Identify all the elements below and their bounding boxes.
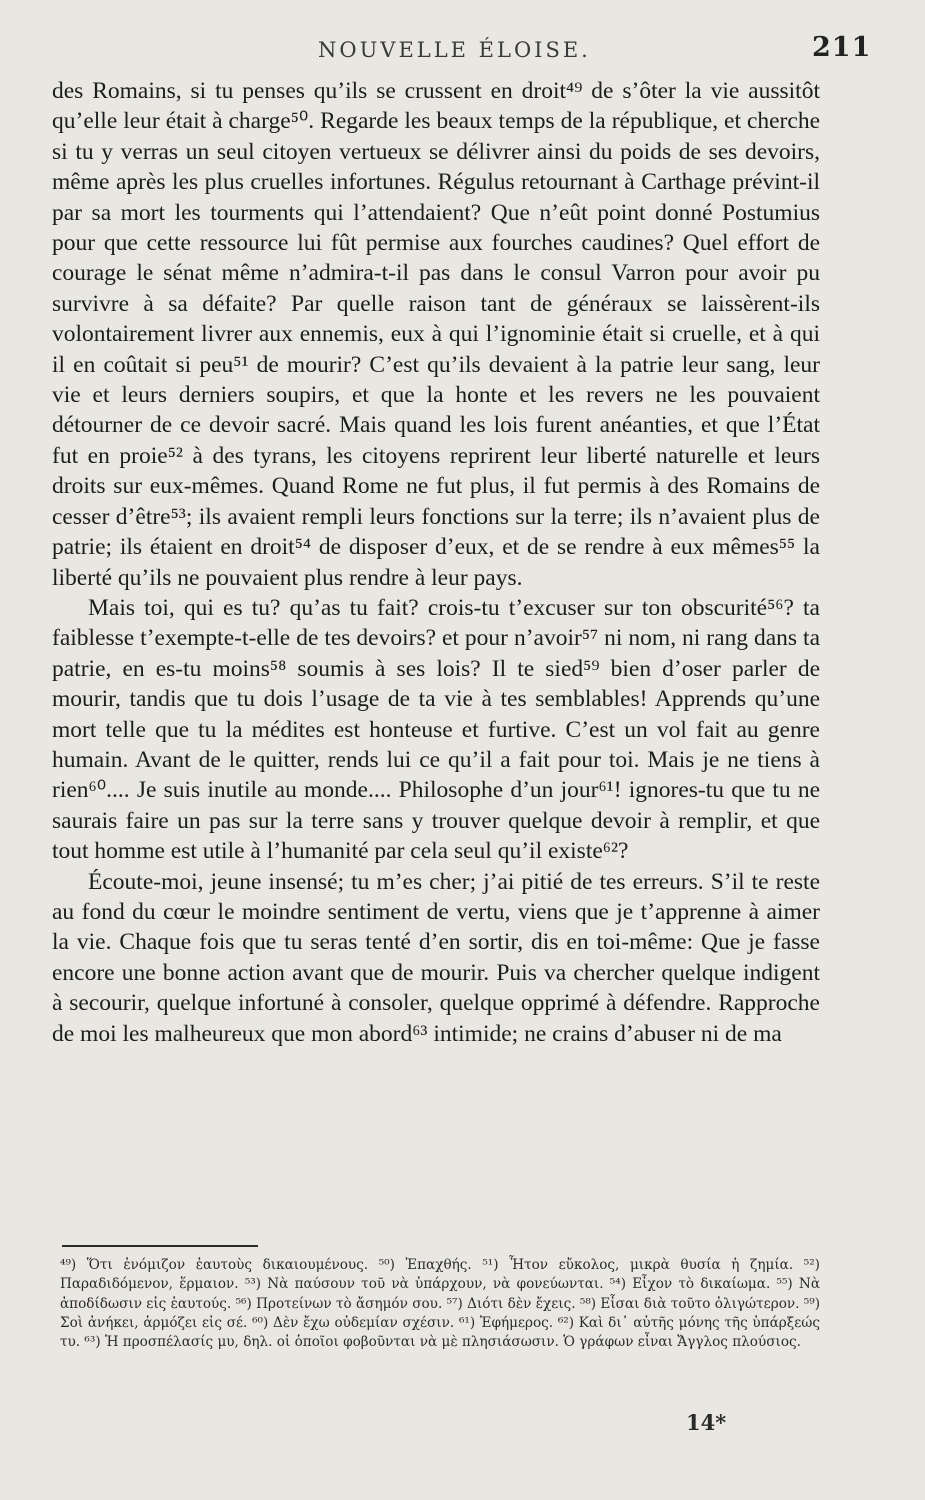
page-number: 211 — [812, 32, 872, 63]
main-text — [52, 76, 820, 1049]
running-title: NOUVELLE ÉLOISE. — [318, 38, 591, 62]
paragraph-2: Mais toi, qui es tu? qu’as tu fait? crois-tu t’excuser sur ton obscurité⁵⁶? ta faiblesse t’exempte-t-elle de tes devoirs? et pour n’avoir⁵⁷ ni nom, ni rang dans ta patrie, en es-tu moins⁵⁸ soumis à ses lois? Il te sied⁵⁹ bien d’oser parler de mourir, tandis que tu dois l’usage de ta vie à tes semblables! Apprends qu’une mort telle que tu la médites est honteuse et furtive. C’est un vol fait au genre humain. Avant de le quitter, rends lui ce qu’il a fait pour toi. Mais je ne tiens à rien⁶⁰.... Je suis inutile au monde.... Philosophe d’un jour⁶¹! ignores-tu que tu ne saurais faire un pas sur la terre sans y trouver quelque devoir à remplir, et que tout homme est utile à l’humanité par cela seul qu’il existe⁶²? — [52, 594, 820, 865]
signature-mark: 14* — [686, 1410, 727, 1435]
paragraph-1: des Romains, si tu penses qu’ils se crussent en droit⁴⁹ de s’ôter la vie aussitôt qu’elle leur était à charge⁵⁰. Regarde les beaux temps de la république, et cherche si tu y verras un seul citoyen vertueux se délivrer ainsi du poids de ses devoirs, même après les plus cruelles infortunes. Régulus retournant à Carthage prévint-il par sa mort les tourments qui l’attendaient? Que n’eût point donné Postumius pour que cette ressource lui fût permise aux fourches caudines? Quel effort de courage le sénat même n’admira-t-il pas dans le consul Varron pour avoir pu survivre à sa défaite? Par quelle raison tant de généraux se laissèrent-ils volontairement livrer aux ennemis, eux à qui l’ignominie était si cruelle, et à qui il en coûtait si peu⁵¹ de mourir? C’est qu’ils devaient à la patrie leur sang, leur vie et leurs derniers soupirs, et que la honte et les revers ne les pouvaient détourner de ce devoir sacré. Mais quand les lois furent anéanties, et que l’État fut en proie⁵² à des tyrans, les citoyens reprirent leur liberté naturelle et leurs droits sur eux-mêmes. Quand Rome ne fut plus, il fut permis à des Romains de cesser d’être⁵³; ils avaient rempli leurs fonctions sur la terre; ils n’avaient plus de patrie; ils étaient en droit⁵⁴ de disposer d’eux, et de se rendre à eux mêmes⁵⁵ la liberté qu’ils ne pouvaient plus rendre à leur pays. — [52, 78, 820, 591]
page-header — [0, 30, 925, 70]
footnotes: ⁴⁹) Ὅτι ἐνόμιζον ἑαυτοὺς δικαιουμένους. ⁵⁰) Ἐπαχθής. ⁵¹) Ἦτον εὔκολος, μικρὰ θυσία ἡ ζημία. ⁵²) Παραδιδόμενον, ἕρμαιον. ⁵³) Νὰ παύσουν τοῦ νὰ ὑπάρχουν, νὰ φονεύωνται. ⁵⁴) Εἶχον τὸ δικαίωμα. ⁵⁵) Νὰ ἀποδίδωσιν εἰς ἑαυτούς. ⁵⁶) Προτείνων τὸ ἄσημόν σου. ⁵⁷) Διότι δὲν ἔχεις. ⁵⁸) Εἶσαι διὰ τοῦτο ὀλιγώτερον. ⁵⁹) Σοὶ ἀνήκει, ἁρμόζει εἰς σέ. ⁶⁰) Δὲν ἔχω οὐδεμίαν σχέσιν. ⁶¹) Ἐφήμερος. ⁶²) Καὶ δι᾽ αὐτῆς μόνης τῆς ὑπάρξεώς τυ. ⁶³) Ἡ προσπέλασίς μυ, δηλ. οἱ ὁποῖοι φοβοῦνται νὰ μὲ πλησιάσωσιν. Ὁ γράφων εἶναι Ἄγγλος πλούσιος. — [60, 1257, 820, 1351]
footnote-divider — [62, 1245, 258, 1247]
paragraph-3: Écoute-moi, jeune insensé; tu m’es cher; j’ai pitié de tes erreurs. S’il te reste au fond du cœur le moindre sentiment de vertu, viens que je t’apprenne à aimer la vie. Chaque fois que tu seras tenté d’en sortir, dis en toi-même: Que je fasse encore une bonne action avant que de mourir. Puis va chercher quelque indigent à secourir, quelque infortuné à consoler, quelque opprimé à défendre. Rapproche de moi les malheureux que mon abord⁶³ intimide; ne crains d’abuser ni de ma — [52, 868, 820, 1047]
